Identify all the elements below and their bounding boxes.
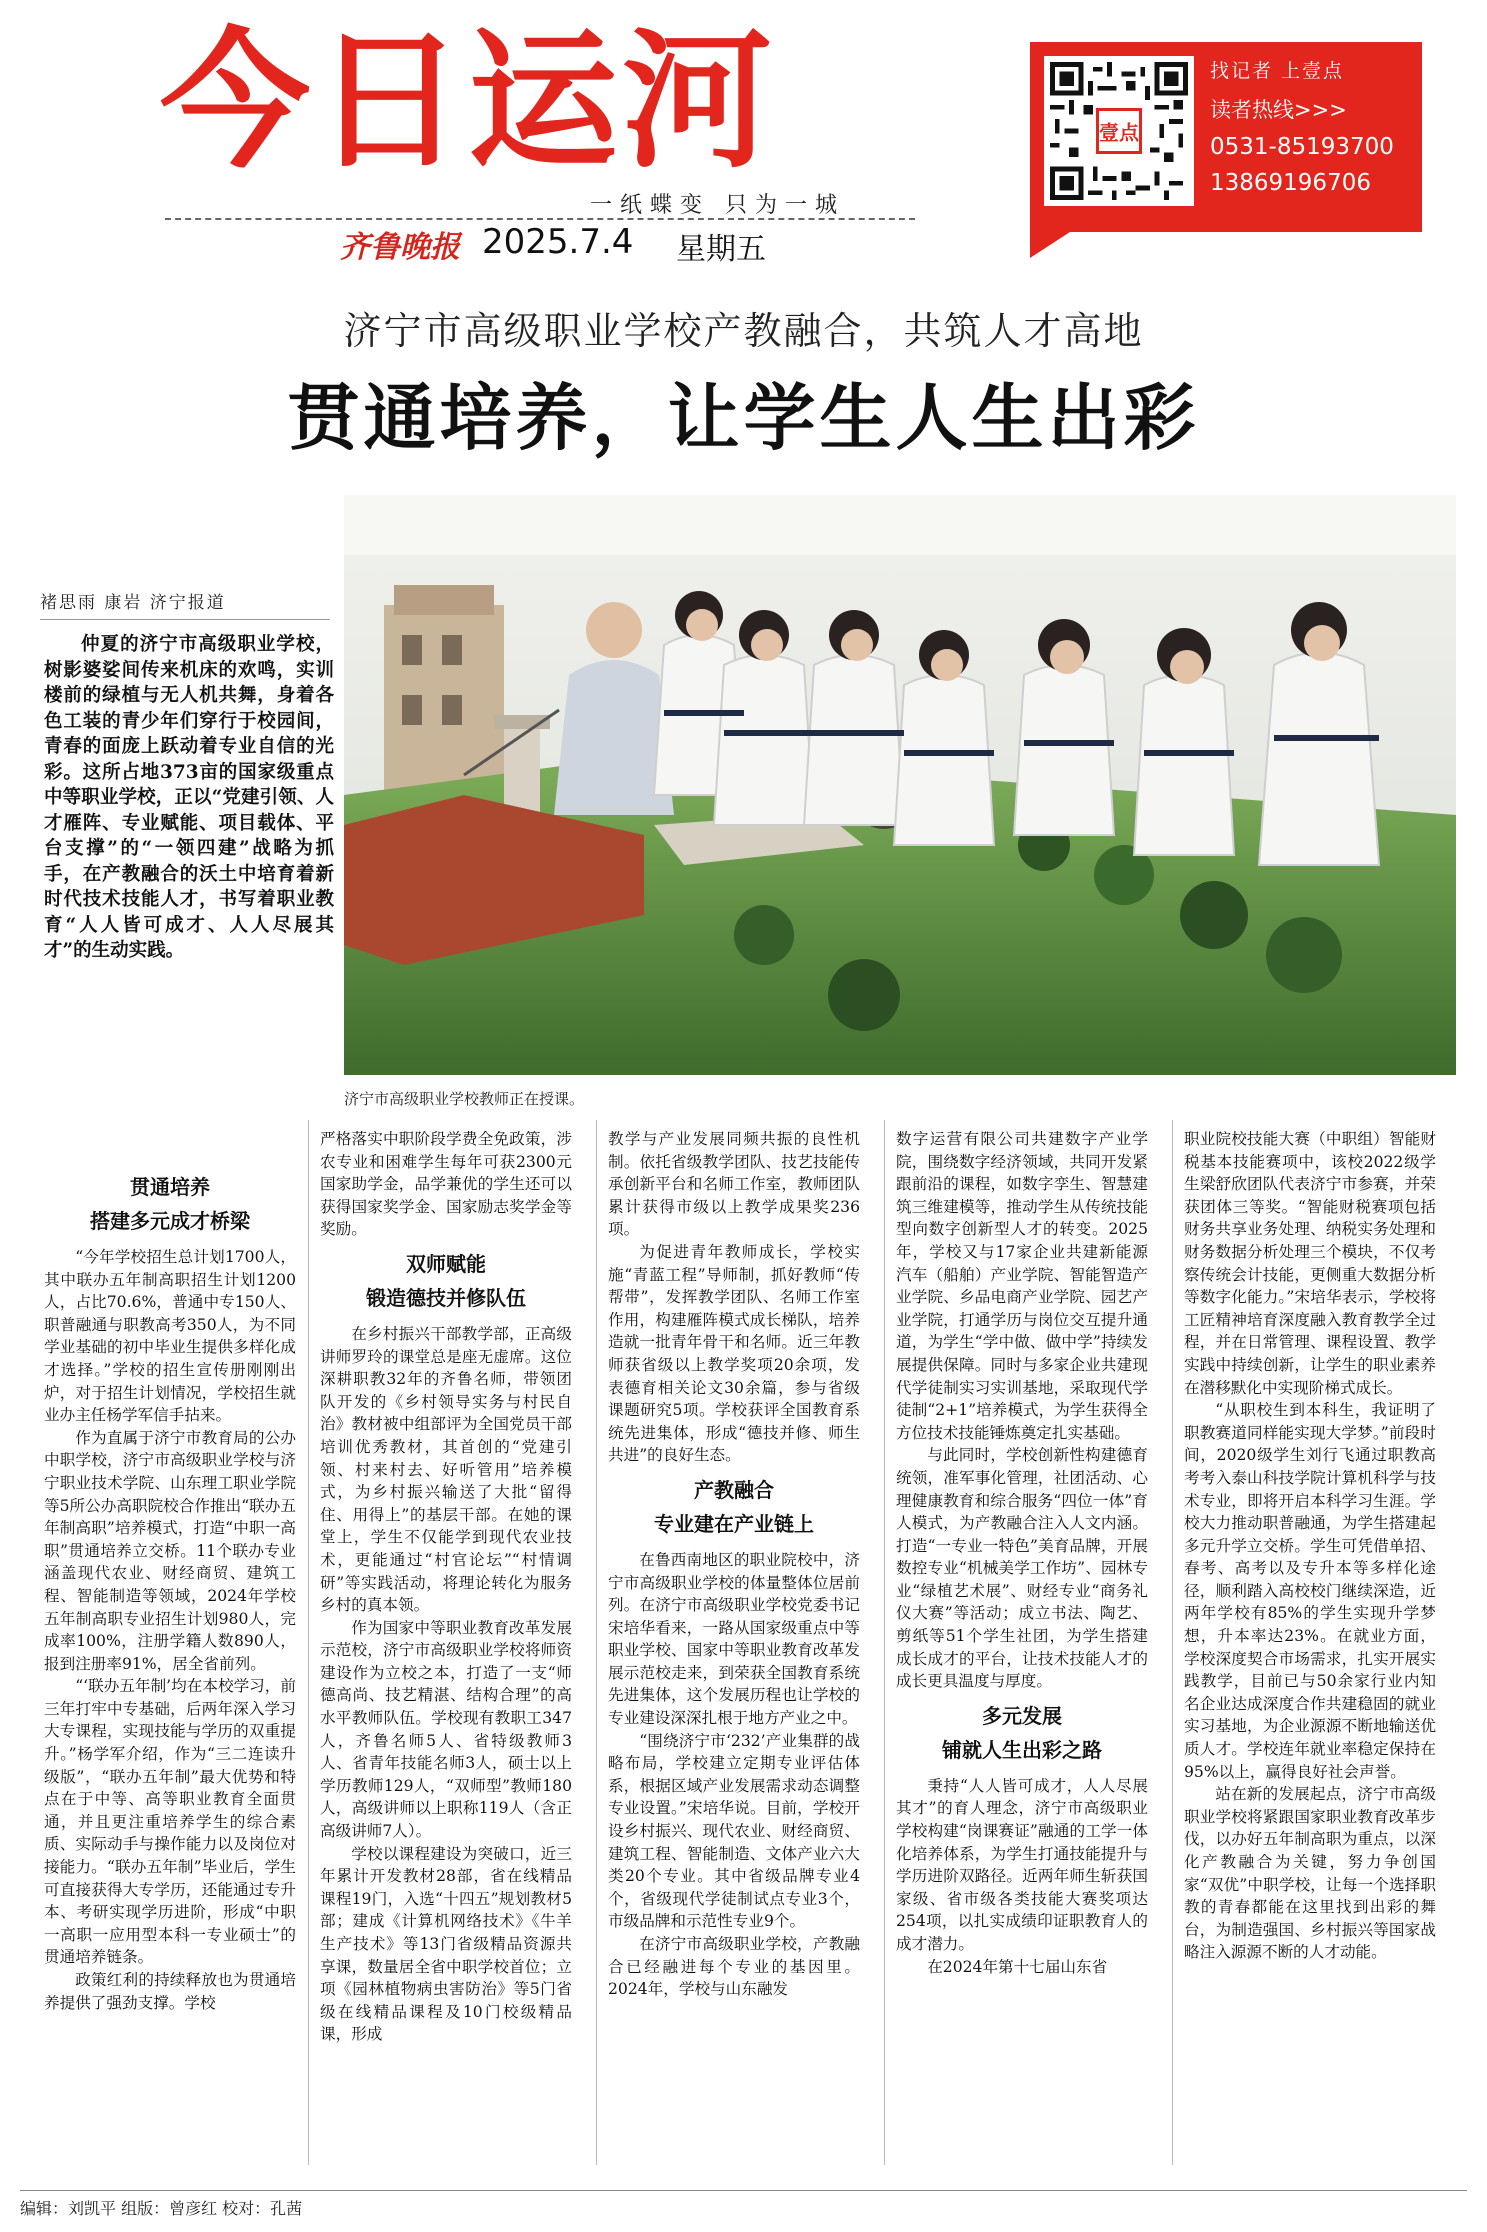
hotline-slogan: 找记者 上壹点 xyxy=(1210,60,1345,82)
qr-code-icon[interactable] xyxy=(1044,56,1194,206)
body-paragraph: “从职校生到本科生，我证明了职教赛道同样能实现大学梦。”前段时间，2020级学生刘行飞通过职教高考考入泰山科技学院计算机科学与技术专业，即将开启本科学习生涯。学校大力推动职普融通，为学生搭建起多元升学立交桥。学生可凭借单招、春考、高考以及专升本等多样化途径，顺利踏入高校校门继续深造，近两年学校有85%的学生实现升学梦想，升本率达23%。在就业方面，学校深度契合市场需求，扎实开展实践教学，目前已与50余家行业内知名企业达成深度合作共建稳固的就业实习基地，为企业源源不断地输送优质人才。学校连年就业率稳定保持在95%以上，赢得良好社会声誉。 xyxy=(1184,1401,1436,1781)
section-subtitle: 铺就人生出彩之路 xyxy=(942,1737,1102,1762)
section-subtitle: 锻造德技并修队伍 xyxy=(366,1285,526,1310)
section-title: 产教融合 xyxy=(694,1477,774,1502)
body-paragraph: 为促进青年教师成长，学校实施“青蓝工程”导师制，抓好教师“传帮带”，发挥教学团队、名师工作室作用，构建雁阵模式成长梯队，培养造就一批青年骨干和名师。近三年教师获省级以上教学奖项20余项，发表德育相关论文30余篇，参与省级课题研究5项。学校获评全国教育系统先进集体，形成“德技并修、师生共进”的良好生态。 xyxy=(608,1242,860,1465)
article-column-5 xyxy=(1184,1128,1436,2164)
body-paragraph: 作为直属于济宁市教育局的公办中职学校，济宁市高级职业学校与济宁职业技术学院、山东理工职业学院等5所公办高职院校合作推出“联办五年制高职”培养模式，打造“中职一高职”贯通培养立交桥。11个联办专业涵盖现代农业、财经商贸、建筑工程、智能制造等领域，2024年学校五年制高职专业招生计划980人，完成率100%，注册学籍人数890人，报到注册率91%，居全省前列。 xyxy=(44,1428,296,1673)
reader-hotline-box xyxy=(1030,42,1422,232)
section-heading-2 xyxy=(320,1247,572,1315)
svg-text:壹点: 壹点 xyxy=(1099,120,1139,145)
body-paragraph: 作为国家中等职业教育改革发展示范校，济宁市高级职业学校将师资建设作为立校之本，打造了一支“师德高尚、技艺精湛、结构合理”的高水平教师队伍。学校现有教职工347人，齐鲁名师5人、省特级教师3人、省青年技能名师3人，硕士以上学历教师129人，“双师型”教师180人，高级讲师以上职称119人（含正高级讲师7人）。 xyxy=(320,1618,572,1841)
article-headline: 贯通培养，让学生人生出彩 xyxy=(287,375,1200,460)
section-heading-1 xyxy=(44,1170,296,1238)
article-column-4 xyxy=(896,1128,1148,2164)
body-paragraph: “今年学校招生总计划1700人，其中联办五年制高职招生计划1200人，占比70.6%，普通中专150人、职普融通与职教高考350人，为不同学业基础的初中毕业生提供多样化成才选择。”学校的招生宣传册刚刚出炉，对于招生计划情况，学校招生就业办主任杨学军信手拈来。 xyxy=(44,1248,296,1425)
column-rule xyxy=(884,1120,885,2165)
article-photo xyxy=(344,495,1456,1075)
section-title: 多元发展 xyxy=(982,1703,1062,1728)
lead-paragraph: 仲夏的济宁市高级职业学校，树影婆娑间传来机床的欢鸣，实训楼前的绿植与无人机共舞，身着各色工装的青少年们穿行于校园间，青春的面庞上跃动着专业自信的光彩。这所占地373亩的国家级重点中等职业学校，正以“党建引领、人才雁阵、专业赋能、项目载体、平台支撑”的“一领四建”战略为抓手，在产教融合的沃土中培育着新时代技术技能人才，书写着职业教育“人人皆可成才、人人尽展其才”的生动实践。 xyxy=(44,634,334,961)
article-column-3 xyxy=(608,1128,860,2164)
body-paragraph: 在乡村振兴干部教学部，正高级讲师罗玲的课堂总是座无虚席。这位深耕职教32年的齐鲁名师，带领团队开发的《乡村领导实务与村民自治》教材被中组部评为全国党员干部培训优秀教材，其首创的“党建引领、村来村去、好听管用”培养模式，为乡村振兴输送了大批“留得住、用得上”的基层干部。在她的课堂上，学生不仅能学到现代农业技术，更能通过“村官论坛”“村情调研”等实践活动，将理论转化为服务乡村的真本领。 xyxy=(320,1324,572,1615)
article-column-2 xyxy=(320,1128,572,2164)
section-title: 双师赋能 xyxy=(406,1251,486,1276)
body-paragraph: 严格落实中职阶段学费全免政策，涉农专业和困难学生每年可获2300元国家助学金，品学兼优的学生还可以获得国家奖学金、国家励志奖学金等奖励。 xyxy=(320,1130,572,1239)
article-kicker: 济宁市高级职业学校产教融合，共筑人才高地 xyxy=(343,309,1144,353)
body-paragraph: 在2024年第十七届山东省 xyxy=(927,1957,1108,1976)
body-paragraph: 数字运营有限公司共建数字产业学院，围绕数字经济领域，共同开发紧跟前沿的课程，如数字孪生、智慧建筑三维建模等，推动学生从传统技能型向数字创新型人才的转变。2025年，学校又与17家企业共建新能源汽车（船舶）产业学院、智能智造产业学院、乡品电商产业学院、园艺产业学院，打通学历与岗位交互提升通道，为学生“学中做、做中学”持续发展提供保障。同时与多家企业共建现代学徒制实习实训基地，采取现代学徒制“2+1”培养模式，为学生获得全方位技术技能锤炼奠定扎实基础。 xyxy=(896,1130,1148,1442)
body-paragraph: 政策红利的持续释放也为贯通培养提供了强劲支撑。学校 xyxy=(44,1971,296,2012)
body-paragraph: 与此同时，学校创新性构建德育统领，准军事化管理，社团活动、心理健康教育和综合服务“四位一体”育人模式，为产教融合注入人文内涵。打造“一专业一特色”美育品牌，开展数控专业“机械美学工作坊”、园林专业“绿植艺术展”、财经专业“商务礼仪大赛”等活动；成立书法、陶艺、剪纸等51个学生社团，为学生搭建成长成才的平台，让技术技能人才的成长更具温度与厚度。 xyxy=(896,1446,1148,1691)
section-heading-3 xyxy=(608,1473,860,1541)
masthead-slogan: 一纸蝶变 只为一城 xyxy=(590,193,845,218)
page-credits: 编辑：刘凯平 组版：曾彦红 校对：孔茜 xyxy=(20,2199,303,2218)
body-paragraph: 在济宁市高级职业学校，产教融合已经融进每个专业的基因里。2024年，学校与山东融发 xyxy=(608,1935,860,1999)
publication-weekday: 星期五 xyxy=(676,232,766,267)
masthead-divider xyxy=(165,218,915,220)
body-paragraph: “‘联办五年制’均在本校学习，前三年打牢中专基础，后两年深入学习大专课程，实现技能与学历的双重提升。”杨学军介绍，作为“三二连读升级版”，“联办五年制”最大优势和特点在于中等、高等职业教育全面贯通，并且更注重培养学生的综合素质、实际动手与操作能力以及岗位对接能力。“联办五年制”毕业后，学生可直接获得大专学历，还能通过专升本、考研实现学历进阶，形成“中职一高职一应用型本科一专业硕士”的贯通培养链条。 xyxy=(44,1677,296,1967)
column-rule xyxy=(308,1120,309,2165)
section-title: 贯通培养 xyxy=(130,1175,210,1199)
column-rule xyxy=(1172,1120,1173,2165)
article-lead xyxy=(44,632,334,964)
section-subtitle: 专业建在产业链上 xyxy=(654,1511,814,1536)
body-paragraph: 秉持“人人皆可成才，人人尽展其才”的育人理念，济宁市高级职业学校构建“岗课赛证”融通的工学一体化培养体系，为学生打通技能提升与学历进阶双路径。近两年师生斩获国家级、省市级各类技能大赛奖项达254项，以扎实成绩印证职教育人的成才潜力。 xyxy=(896,1776,1148,1953)
paper-name-logo: 齐鲁晚报 xyxy=(340,230,460,265)
body-paragraph: 学校以课程建设为突破口，近三年累计开发教材28部，省在线精品课程19门，入选“十四五”规划教材5部；建成《计算机网络技术》《牛羊生产技术》等13门省级精品资源共享课，数量居全省中职学校首位；立项《园林植物病虫害防治》等5门省级在线精品课程及10门校级精品课，形成 xyxy=(320,1844,572,2044)
body-paragraph: “围绕济宁市‘232’产业集群的战略布局，学校建立定期专业评估体系，根据区域产业发展需求动态调整专业设置。”宋培华说。目前，学校开设乡村振兴、现代农业、财经商贸、建筑工程、智能制造、文体产业六大类20个专业。其中省级品牌专业4个，省级现代学徒制试点专业3个，市级品牌和示范性专业9个。 xyxy=(608,1731,860,1931)
body-paragraph: 在鲁西南地区的职业院校中，济宁市高级职业学校的体量整体位居前列。在济宁市高级职业学校党委书记宋培华看来，一路从国家级重点中等职业学校、国家中等职业教育改革发展示范校走来，到荣获全国教育系统先进集体，这个发展历程也让学校的专业建设深深扎根于地方产业之中。 xyxy=(608,1550,860,1728)
publication-date: 2025.7.4 xyxy=(482,222,634,262)
body-paragraph: 职业院校技能大赛（中职组）智能财税基本技能赛项中，该校2022级学生梁舒欣团队代表济宁市参赛，并荣获团体三等奖。“智能财税赛项包括财务共享业务处理、纳税实务处理和财务数据分析处理三个模块，不仅考察传统会计技能，更侧重大数据分析等数字化能力。”宋培华表示，学校将工匠精神培育深度融入教育教学全过程，并在日常管理、课程设置、教学实践中持续创新，让学生的职业素养在潜移默化中实现阶梯式成长。 xyxy=(1184,1130,1436,1397)
column-rule xyxy=(596,1120,597,2165)
masthead-title: 今日运河 xyxy=(160,15,777,189)
body-paragraph: 教学与产业发展同频共振的良性机制。依托省级教学团队、技艺技能传承创新平台和名师工作室，教师团队累计获得市级以上教学成果奖236项。 xyxy=(608,1130,860,1239)
footer-divider xyxy=(20,2190,1467,2191)
section-heading-4 xyxy=(896,1699,1148,1767)
hotline-label: 读者热线>>> xyxy=(1210,98,1347,122)
hotline-phone-2[interactable]: 13869196706 xyxy=(1210,170,1371,196)
article-byline: 褚思雨 康岩 济宁报道 xyxy=(40,588,330,620)
photo-caption: 济宁市高级职业学校教师正在授课。 xyxy=(344,1090,585,1108)
body-paragraph: 站在新的发展起点，济宁市高级职业学校将紧跟国家职业教育改革步伐，以办好五年制高职为重点，以深化产教融合为关键，努力争创国家“双优”中职学校，让每一个选择职教的青春都能在这里找到出彩的舞台，为制造强国、乡村振兴等国家战略注入源源不断的人才动能。 xyxy=(1184,1785,1436,1962)
hotline-phone-1[interactable]: 0531-85193700 xyxy=(1210,134,1394,160)
article-column-1 xyxy=(44,1164,296,2164)
section-subtitle: 搭建多元成才桥梁 xyxy=(90,1209,250,1233)
